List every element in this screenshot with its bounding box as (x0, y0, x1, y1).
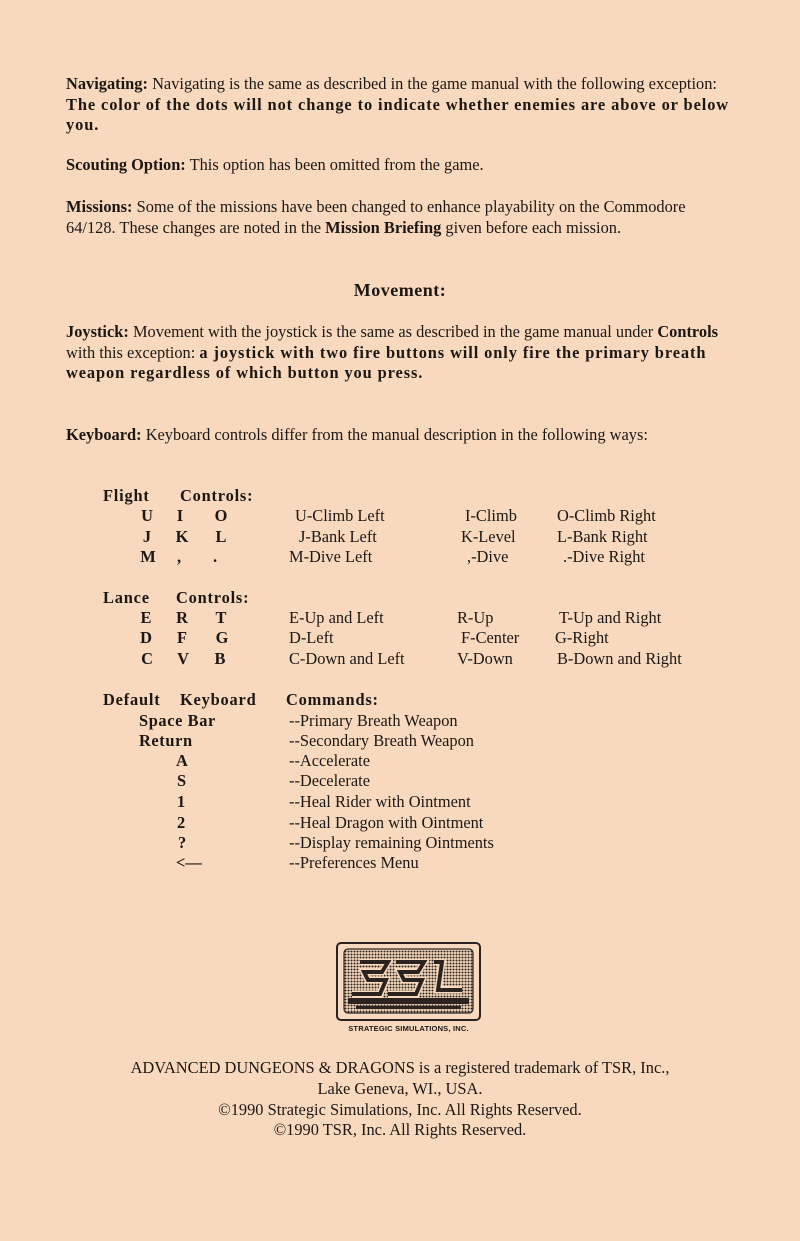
missions-text-1: Some of the missions have been changed to enhance playability on the Commodore 64/128. These changes are noted in the (66, 197, 686, 237)
default-desc: --Decelerate (289, 771, 370, 790)
flight-key: U (141, 506, 153, 525)
flight-key: O (214, 506, 228, 525)
lance-key: D (140, 628, 152, 647)
ssi-logo (336, 942, 481, 1021)
flight-key: M (140, 547, 156, 566)
scouting-paragraph (66, 155, 730, 176)
default-key: Space Bar (139, 711, 216, 730)
joystick-text-1: Movement with the joystick is the same as described in the game manual under (132, 322, 654, 341)
lance-desc: G-Right (555, 628, 609, 647)
movement-heading: Movement: (353, 280, 447, 300)
missions-bold-text: Mission Briefing (325, 217, 442, 237)
flight-desc: O-Climb Right (557, 506, 656, 525)
flight-desc: I-Climb (465, 506, 517, 525)
default-key: A (176, 751, 188, 770)
defaults-header-word-2: Keyboard (180, 690, 257, 709)
lance-key: E (140, 608, 152, 627)
copyright-ssi: ©1990 Strategic Simulations, Inc. All Rights Reserved. (218, 1100, 582, 1119)
navigating-text: Navigating is the same as described in the game manual with the following exception: (152, 74, 717, 93)
flight-desc: J-Bank Left (299, 527, 377, 546)
missions-text-2: given before each mission. (445, 217, 622, 237)
keyboard-text: Keyboard controls differ from the manual description in the following ways: (145, 425, 648, 444)
joystick-bold-2: a joystick with two fire buttons will only fire the primary breath weapon regardless of which button you press. (66, 342, 707, 382)
flight-header-word-2: Controls: (180, 486, 254, 505)
flight-desc: K-Level (461, 527, 516, 546)
flight-desc: ,-Dive (467, 547, 509, 566)
default-key: 2 (177, 813, 186, 832)
defaults-header-word-3: Commands: (286, 690, 379, 709)
copyright-tsr: ©1990 TSR, Inc. All Rights Reserved. (273, 1120, 527, 1139)
joystick-paragraph (66, 322, 730, 384)
missions-label: Missions: (66, 197, 133, 216)
flight-desc: M-Dive Left (289, 547, 373, 566)
flight-key: J (142, 527, 152, 546)
default-desc: --Preferences Menu (289, 853, 419, 872)
flight-key: L (215, 527, 227, 546)
lance-key: R (176, 608, 188, 627)
scouting-label: Scouting Option: (66, 155, 186, 174)
ssi-logo-graphic (338, 944, 479, 1019)
flight-key: . (212, 547, 218, 566)
trademark-line-2: Lake Geneva, WI., USA. (317, 1079, 483, 1098)
default-desc: --Secondary Breath Weapon (289, 731, 474, 750)
defaults-header-word-1: Default (103, 690, 161, 709)
lance-header-word-1: Lance (103, 588, 150, 607)
trademark-line-1: ADVANCED DUNGEONS & DRAGONS is a registered trademark of TSR, Inc., (130, 1058, 670, 1077)
missions-paragraph (66, 197, 730, 238)
default-key: Return (139, 731, 193, 750)
navigating-paragraph (66, 74, 730, 136)
default-desc: --Heal Rider with Ointment (289, 792, 471, 811)
default-key: ? (178, 833, 187, 852)
scouting-text: This option has been omitted from the game. (189, 155, 484, 174)
joystick-text-2: with this exception: (66, 342, 196, 362)
lance-key: C (141, 649, 153, 668)
default-key: 1 (177, 792, 186, 811)
navigating-bold-text: The color of the dots will not change to indicate whether enemies are above or below you. (66, 94, 730, 134)
flight-desc: L-Bank Right (557, 527, 648, 546)
default-desc: --Display remaining Ointments (289, 833, 494, 852)
lance-key: V (177, 649, 189, 668)
default-desc: --Accelerate (289, 751, 370, 770)
lance-desc: T-Up and Right (559, 608, 662, 627)
flight-desc: U-Climb Left (295, 506, 385, 525)
lance-key: T (215, 608, 227, 627)
flight-desc: .-Dive Right (563, 547, 645, 566)
default-key: <— (176, 853, 202, 872)
lance-desc: B-Down and Right (557, 649, 682, 668)
joystick-label: Joystick: (66, 322, 129, 341)
lance-desc: C-Down and Left (289, 649, 405, 668)
lance-desc: R-Up (457, 608, 494, 627)
lance-desc: V-Down (457, 649, 513, 668)
lance-key: F (176, 628, 187, 647)
lance-key: B (214, 649, 226, 668)
flight-key: , (176, 547, 182, 566)
flight-key: K (175, 527, 189, 546)
flight-header-word-1: Flight (103, 486, 150, 505)
lance-header-word-2: Controls: (176, 588, 250, 607)
lance-desc: D-Left (289, 628, 334, 647)
lance-desc: E-Up and Left (289, 608, 384, 627)
default-desc: --Primary Breath Weapon (289, 711, 458, 730)
keyboard-paragraph (66, 425, 730, 446)
navigating-label: Navigating: (66, 74, 148, 93)
ssi-logo-caption: STRATEGIC SIMULATIONS, INC. (348, 1024, 469, 1033)
lance-desc: F-Center (461, 628, 520, 647)
flight-key: I (176, 506, 184, 525)
joystick-bold-1: Controls (657, 322, 719, 341)
keyboard-label: Keyboard: (66, 425, 142, 444)
default-desc: --Heal Dragon with Ointment (289, 813, 484, 832)
default-key: S (177, 771, 187, 790)
lance-key: G (215, 628, 229, 647)
